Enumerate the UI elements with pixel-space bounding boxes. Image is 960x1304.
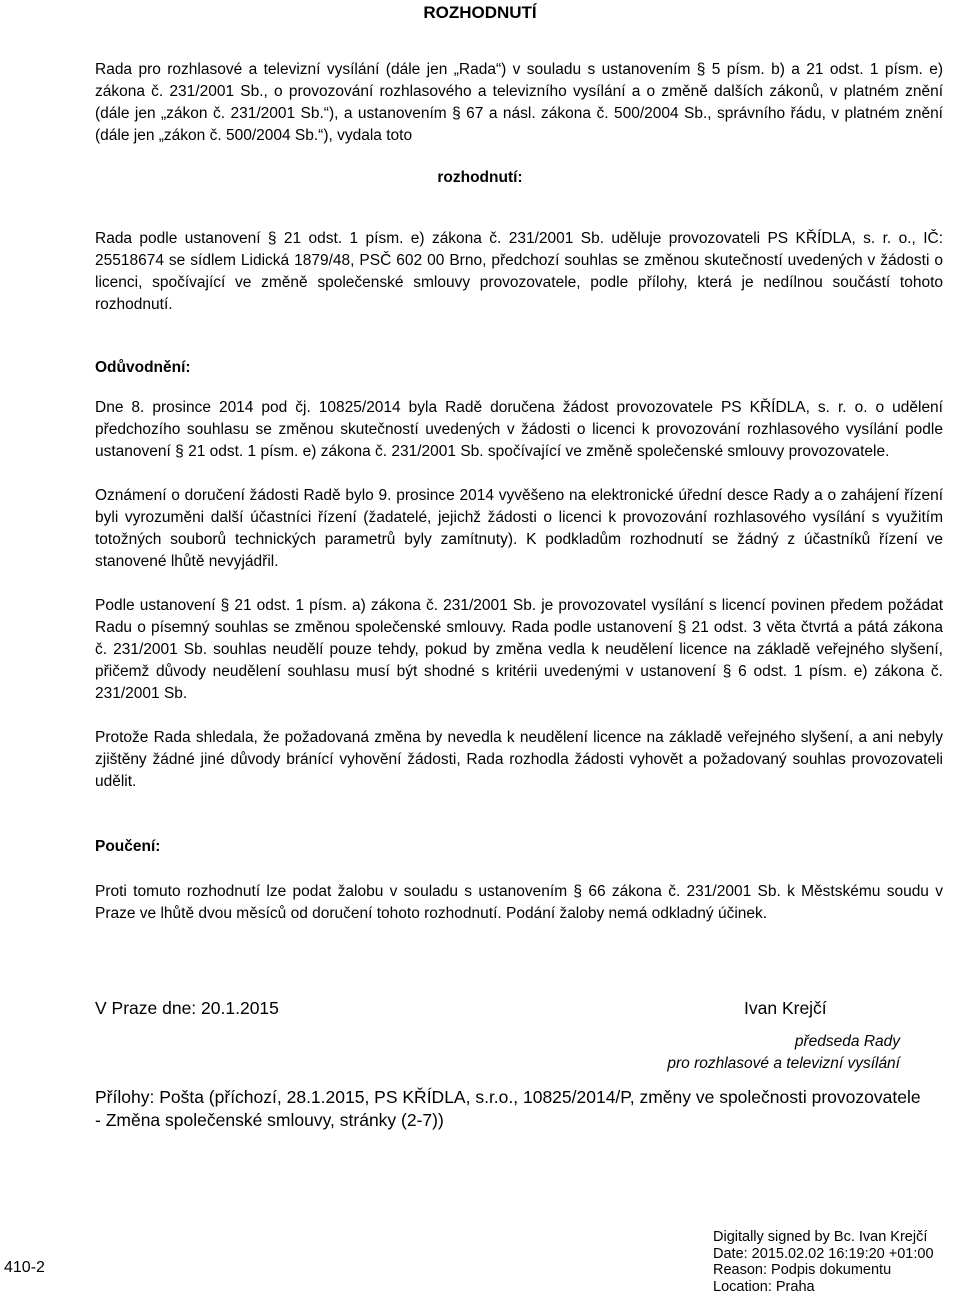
signatory-name: Ivan Krejčí <box>744 998 827 1018</box>
instruction-heading: Poučení: <box>95 838 161 855</box>
decision-block <box>95 228 943 316</box>
digital-signature-reason: Reason: Podpis dokumentu <box>713 1262 892 1278</box>
reasoning-paragraph-3: Podle ustanovení § 21 odst. 1 písm. a) zákona č. 231/2001 Sb. je provozovatel vysílání s licencí povinen předem požádat Radu o písemný souhlas se změnou společenské smlouvy. Rada podle ustanovení § 21 odst. 3 věta čtvrtá a pátá zákona č. 231/2001 Sb. souhlas neudělí pouze tehdy, pokud by změna vedla k neudělení licence na základě veřejného slyšení, přičemž důvody neudělení souhlasu musí být shodné s kritérii uvedenými v ustanovení § 6 odst. 1 písm. e) zákona č. 231/2001 Sb. <box>95 597 943 702</box>
intro-paragraph: Rada pro rozhlasové a televizní vysílání (dále jen „Rada“) v souladu s ustanovením § 5 písm. b) a 21 odst. 1 písm. e) zákona č. 231/2001 Sb., o provozování rozhlasového a televizního vysílání a o změně dalších zákonů, v platném znění (dále jen „zákon č. 231/2001 Sb.“), a ustanovením § 67 a násl. zákona č. 500/2004 Sb., správního řádu, v platném znění (dále jen „zákon č. 500/2004 Sb.“), vydala toto <box>95 61 943 144</box>
digital-signature-signer: Digitally signed by Bc. Ivan Krejčí <box>713 1229 928 1245</box>
reasoning-paragraph-1: Dne 8. prosince 2014 pod čj. 10825/2014 byla Radě doručena žádost provozovatele PS KŘÍDLA, s. r. o. o udělení předchozího souhlasu se změnou skutečností uvedených v žádosti o licenci k provozování rozhlasového vysílání podle ustanovení § 21 odst. 1 písm. e) zákona č. 231/2001 Sb. spočívající ve změně společenské smlouvy provozovatele. <box>95 399 943 460</box>
attachments-note: Přílohy: Pošta (příchozí, 28.1.2015, PS KŘÍDLA, s.r.o., 10825/2014/P, změny ve společnosti provozovatele - Změna společenské smlouvy, stránky (2-7)) <box>95 1087 921 1130</box>
page-code: 410-2 <box>4 1259 45 1276</box>
decision-heading: rozhodnutí: <box>437 169 523 186</box>
document-title: ROZHODNUTÍ <box>423 3 537 22</box>
place-date: V Praze dne: 20.1.2015 <box>95 998 279 1018</box>
reasoning-paragraph-4: Protože Rada shledala, že požadovaná změna by nevedla k neudělení licence na základě veřejného slyšení, a ani nebyly zjištěny žádné jiné důvody bránící vyhovění žádosti, Rada rozhodla žádosti vyhovět a požadovaný souhlas provozovateli udělit. <box>95 729 943 790</box>
digital-signature <box>713 1229 934 1295</box>
decision-paragraph: Rada podle ustanovení § 21 odst. 1 písm. e) zákona č. 231/2001 Sb. uděluje provozovateli PS KŘÍDLA, s. r. o., IČ: 25518674 se sídlem Lidická 1879/48, PSČ 602 00 Brno, předchozí souhlas se změnou skutečností uvedených v žádosti o licenci, spočívající ve změně společenské smlouvy provozovatele, podle přílohy, která je nedílnou součástí tohoto rozhodnutí. <box>95 230 943 313</box>
intro-block <box>95 59 943 147</box>
reasoning-heading: Odůvodnění: <box>95 359 191 376</box>
reasoning-paragraph-2: Oznámení o doručení žádosti Radě bylo 9. prosince 2014 vyvěšeno na elektronické úřední desce Rady a o zahájení řízení byli vyrozuměni další účastníci řízení (žadatelé, jejichž žádosti o licenci k provozování rozhlasového vysílání s využitím totožných souborů technických parametrů byly zamítnuty). K podkladům rozhodnutí se žádný z účastníků řízení ve stanovené lhůtě nevyjádřil. <box>95 487 943 570</box>
signatory-institution: pro rozhlasové a televizní vysílání <box>667 1055 900 1072</box>
instruction-paragraph: Proti tomuto rozhodnutí lze podat žalobu v souladu s ustanovením § 66 zákona č. 231/2001 Sb. k Městskému soudu v Praze ve lhůtě dvou měsíců od doručení tohoto rozhodnutí. Podání žaloby nemá odkladný účinek. <box>95 883 943 922</box>
digital-signature-location: Location: Praha <box>713 1278 815 1295</box>
signatory-role: předseda Rady <box>794 1033 900 1050</box>
instruction-block <box>95 881 943 925</box>
reasoning-block <box>95 397 943 793</box>
digital-signature-date: Date: 2015.02.02 16:19:20 +01:00 <box>713 1245 934 1262</box>
